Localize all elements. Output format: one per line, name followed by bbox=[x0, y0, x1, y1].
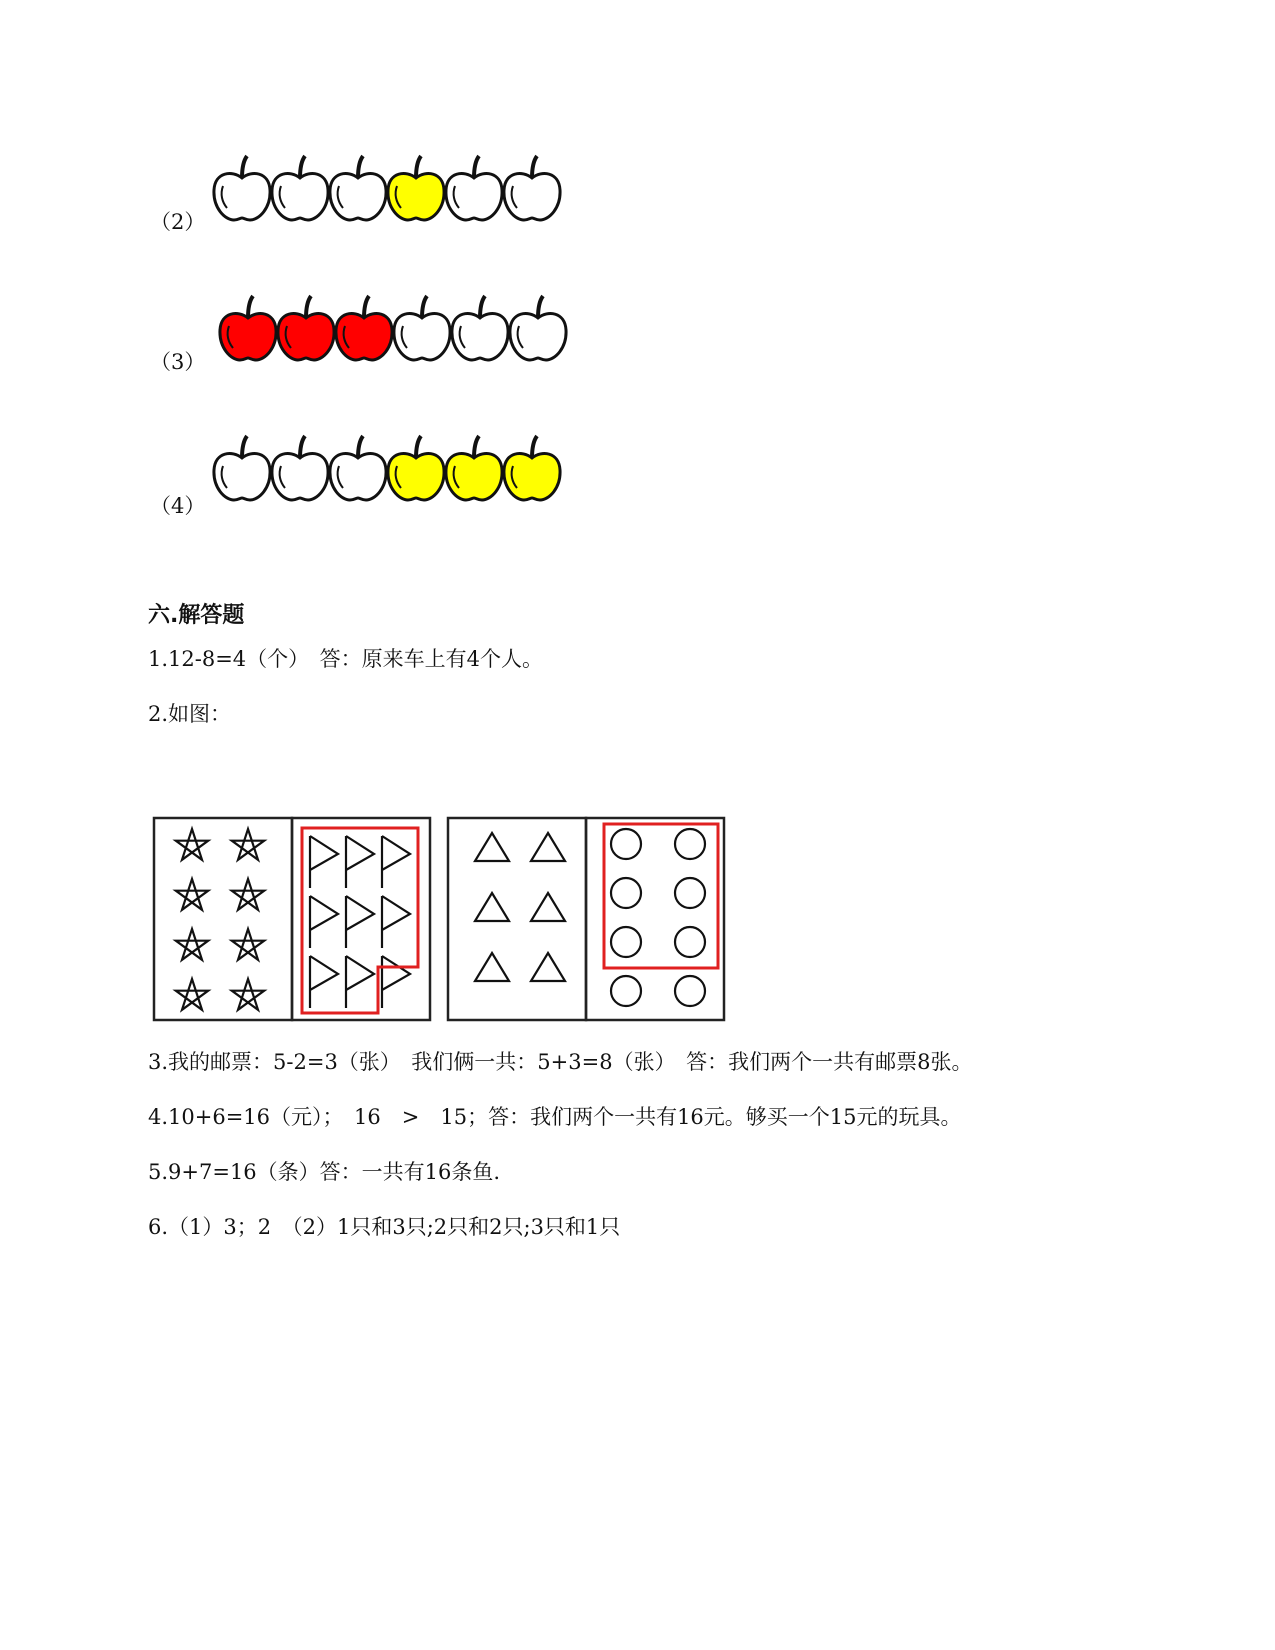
flag-icon bbox=[382, 956, 410, 1008]
triangle-icon bbox=[475, 893, 509, 921]
circle-icon bbox=[611, 976, 641, 1006]
star-icon bbox=[176, 979, 208, 1010]
triangles-box bbox=[448, 818, 586, 1020]
star-icon bbox=[176, 929, 208, 960]
circle-icon bbox=[611, 829, 641, 859]
circle-icon bbox=[675, 878, 705, 908]
answer-2: 2.如图： bbox=[148, 702, 232, 726]
circle-icon bbox=[675, 976, 705, 1006]
circles-highlight bbox=[604, 824, 718, 968]
apple-icon bbox=[330, 436, 386, 500]
star-icon bbox=[232, 879, 264, 910]
triangle-icon bbox=[475, 953, 509, 981]
apple-row-3 bbox=[218, 290, 578, 366]
apple-icon bbox=[446, 156, 502, 220]
apple-icon bbox=[510, 296, 566, 360]
triangle-icon bbox=[475, 833, 509, 861]
circle-icon bbox=[611, 878, 641, 908]
star-icon bbox=[232, 829, 264, 860]
apple-icon bbox=[394, 296, 450, 360]
apple-icon bbox=[214, 436, 270, 500]
flag-icon bbox=[310, 956, 338, 1008]
answer-figure bbox=[152, 816, 734, 1026]
answer-3: 3.我的邮票：5-2=3（张） 我们俩一共：5+3=8（张） 答：我们两个一共有邮票8张。 bbox=[148, 1050, 973, 1074]
section-title: 六.解答题 bbox=[148, 603, 245, 628]
flag-icon bbox=[310, 836, 338, 888]
apple-icon bbox=[504, 436, 560, 500]
star-icon bbox=[232, 979, 264, 1010]
apple-icon bbox=[272, 436, 328, 500]
circle-icon bbox=[675, 829, 705, 859]
answer-4: 4.10+6=16（元）； 16 > 15；答：我们两个一共有16元。够买一个15元的玩具。 bbox=[148, 1105, 962, 1129]
apple-icon bbox=[272, 156, 328, 220]
row-label-3: （3） bbox=[150, 350, 206, 374]
apple-icon bbox=[504, 156, 560, 220]
circles-box bbox=[586, 818, 724, 1020]
apple-icon bbox=[214, 156, 270, 220]
flag-icon bbox=[382, 836, 410, 888]
star-icon bbox=[176, 879, 208, 910]
flag-icon bbox=[346, 956, 374, 1008]
triangle-icon bbox=[531, 953, 565, 981]
star-icon bbox=[176, 829, 208, 860]
apple-icon bbox=[452, 296, 508, 360]
answer-5: 5.9+7=16（条）答：一共有16条鱼. bbox=[148, 1160, 501, 1184]
apple-icon bbox=[220, 296, 276, 360]
triangle-icon bbox=[531, 893, 565, 921]
flag-icon bbox=[310, 896, 338, 948]
stars-box bbox=[154, 818, 292, 1020]
apple-row-2 bbox=[212, 150, 572, 226]
row-label-4: （4） bbox=[150, 494, 206, 518]
flag-icon bbox=[346, 836, 374, 888]
apple-icon bbox=[388, 436, 444, 500]
circle-icon bbox=[611, 927, 641, 957]
answer-1: 1.12-8=4（个） 答：原来车上有4个人。 bbox=[148, 647, 544, 671]
apple-icon bbox=[330, 156, 386, 220]
star-icon bbox=[232, 929, 264, 960]
flag-icon bbox=[346, 896, 374, 948]
flags-box bbox=[292, 818, 430, 1020]
answer-6: 6.（1）3；2 （2）1只和3只;2只和2只;3只和1只 bbox=[148, 1215, 621, 1239]
row-label-2: （2） bbox=[150, 210, 206, 234]
circle-icon bbox=[675, 927, 705, 957]
triangle-icon bbox=[531, 833, 565, 861]
flag-icon bbox=[382, 896, 410, 948]
apple-icon bbox=[388, 156, 444, 220]
apple-row-4 bbox=[212, 430, 572, 506]
apple-icon bbox=[446, 436, 502, 500]
apple-icon bbox=[278, 296, 334, 360]
apple-icon bbox=[336, 296, 392, 360]
